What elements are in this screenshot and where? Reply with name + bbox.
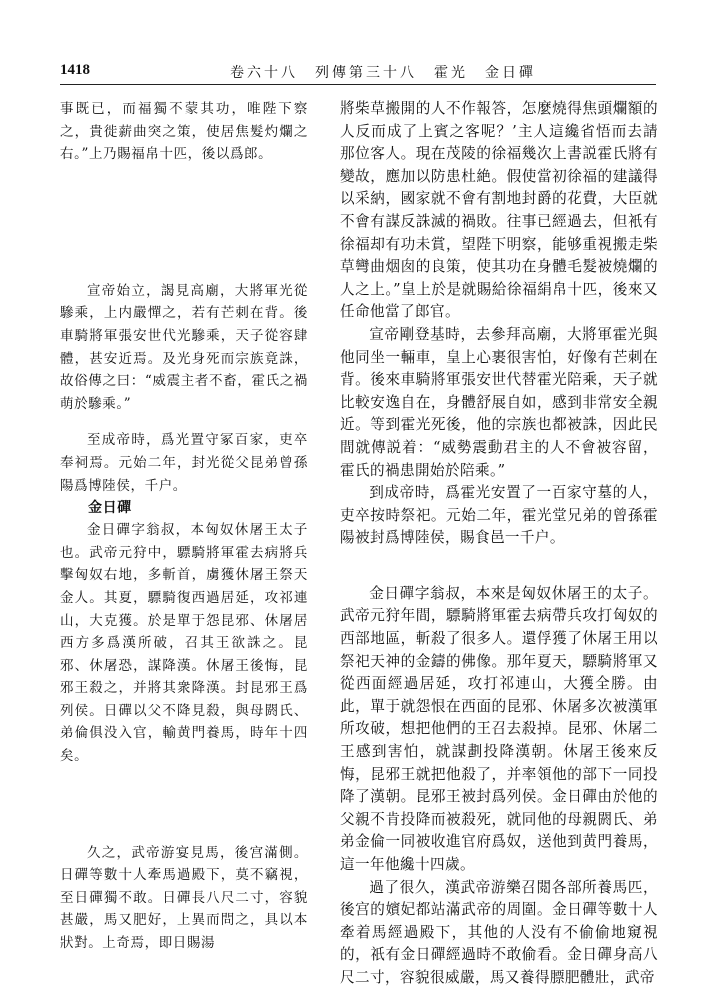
translation-paragraph-wudi-horses: 過了很久，漢武帝游樂召閲各部所養馬匹，後宫的嬪妃都站滿武帝的周圍。金日磾等數十人牽着馬經過殿下，其他的人没有不偷偷地窺視的，祇有金日磾經過時不敢偷看。金日磾身高八尺二寸，容貌很威嚴，馬又養得膘肥體壯，武帝	[340, 878, 658, 986]
classical-text-column	[60, 98, 308, 955]
translation-paragraph-xuandi: 宣帝剛登基時，去參拜高廟，大將軍霍光與他同坐一輛車，皇上心裹很害怕，好像有芒刺在背。後來車騎將軍張安世代替霍光陪乘，天子就比較安逸自在，身體舒展自如，感到非常安全親近。等到霍光死後，他的宗族也都被誅，因此民間就傳説着：“威勢震動君主的人不會被容留，霍氏的禍患開始於陪乘。”	[340, 325, 658, 479]
header-rule	[60, 84, 656, 85]
classical-paragraph-jin-midi: 金日磾字翁叔，本匈奴休屠王太子也。武帝元狩中，驃騎將軍霍去病將兵擊匈奴右地，多斬首，虜獲休屠王祭天金人。其夏，驃騎復西過居延，攻祁連山，大克獲。於是單于怨昆邪、休屠居西方多爲漢所破，召其王欲誅之。昆邪、休屠恐，謀降漢。休屠王後悔，昆邪王殺之，并將其衆降漢。封昆邪王爲列侯。日磾以父不降見殺，與母閼氏、弟倫俱没入官，輸黄門養馬，時年十四矣。	[60, 522, 308, 765]
translation-column	[340, 98, 658, 990]
translation-paragraph-xu-fu: 將柴草搬開的人不作報答，怎麼燒得焦頭爛額的人反而成了上賓之客呢？’主人這纔省悟而去請那位客人。現在茂陵的徐福幾次上書説霍氏將有變故，應加以防患杜絶。假使當初徐福的建議得以采納，國家就不會有割地封爵的花費，大臣就不會有謀反誅滅的禍敗。往事已經過去，但衹有徐福却有功未賞，望陛下明察，能够重視搬走柴草彎曲烟囱的良策，使其功在身體毛髮被燒爛的人之上。”皇上於是就賜給徐福絹帛十匹，後來又任命他當了郎官。	[340, 100, 658, 321]
section-title: 金日磾	[88, 500, 132, 517]
page-header	[60, 62, 656, 84]
running-title: 卷六十八 列傳第三十八 霍光 金日磾	[230, 65, 536, 81]
classical-paragraph-xuandi: 宣帝始立，謁見高廟，大將軍光從驂乘，上内嚴憚之，若有芒刺在背。後車騎將軍張安世代光驂乘，天子從容肆體，甚安近焉。及光身死而宗族竟誅，故俗傳之曰：“威震主者不畜，霍氏之禍萌於驂乘。”	[60, 282, 308, 412]
classical-paragraph-xu-fu: 事既已，而福獨不蒙其功，唯陛下察之，貴徙薪曲突之策，使居焦髮灼爛之右。”上乃賜福帛十匹，後以爲郎。	[60, 101, 308, 163]
classical-paragraph-wudi-horses: 久之，武帝游宴見馬，後宫滿側。日磾等數十人牽馬過殿下，莫不竊視，至日磾獨不敢。日磾長八尺二寸，容貌甚嚴，馬又肥好，上異而問之，具以本狀對。上奇焉，即日賜湯	[60, 844, 308, 952]
translation-paragraph-jin-midi: 金日磾字翁叔，本來是匈奴休屠王的太子。武帝元狩年間，驃騎將軍霍去病帶兵攻打匈奴的西部地區，斬殺了很多人。還俘獲了休屠王用以祭祀天神的金鑄的佛像。那年夏天，驃騎將軍又從西面經過居延，攻打祁連山，大獲全勝。由此，單于就怨恨在西面的昆邪、休屠多次被漢軍所攻破，想把他們的王召去殺掉。昆邪、休屠二王感到害怕，就謀劃投降漢朝。休屠王後來反悔，昆邪王就把他殺了，并率領他的部下一同投降了漢朝。昆邪王被封爲列侯。金日磾由於他的父親不肯投降而被殺死，就同他的母親閼氏、弟弟金倫一同被收進官府爲奴，送他到黄門養馬，這一年他纔十四歲。	[340, 584, 658, 873]
page-number: 1418	[60, 62, 90, 78]
translation-paragraph-chengdi: 到成帝時，爲霍光安置了一百家守墓的人，吏卒按時祭祀。元始二年，霍光堂兄弟的曾孫霍陽被封爲博陸侯，賜食邑一千户。	[340, 484, 658, 547]
classical-paragraph-chengdi: 至成帝時，爲光置守冢百家，吏卒奉祠焉。元始二年，封光從父昆弟曾孫陽爲博陸侯，千户。	[60, 432, 308, 494]
